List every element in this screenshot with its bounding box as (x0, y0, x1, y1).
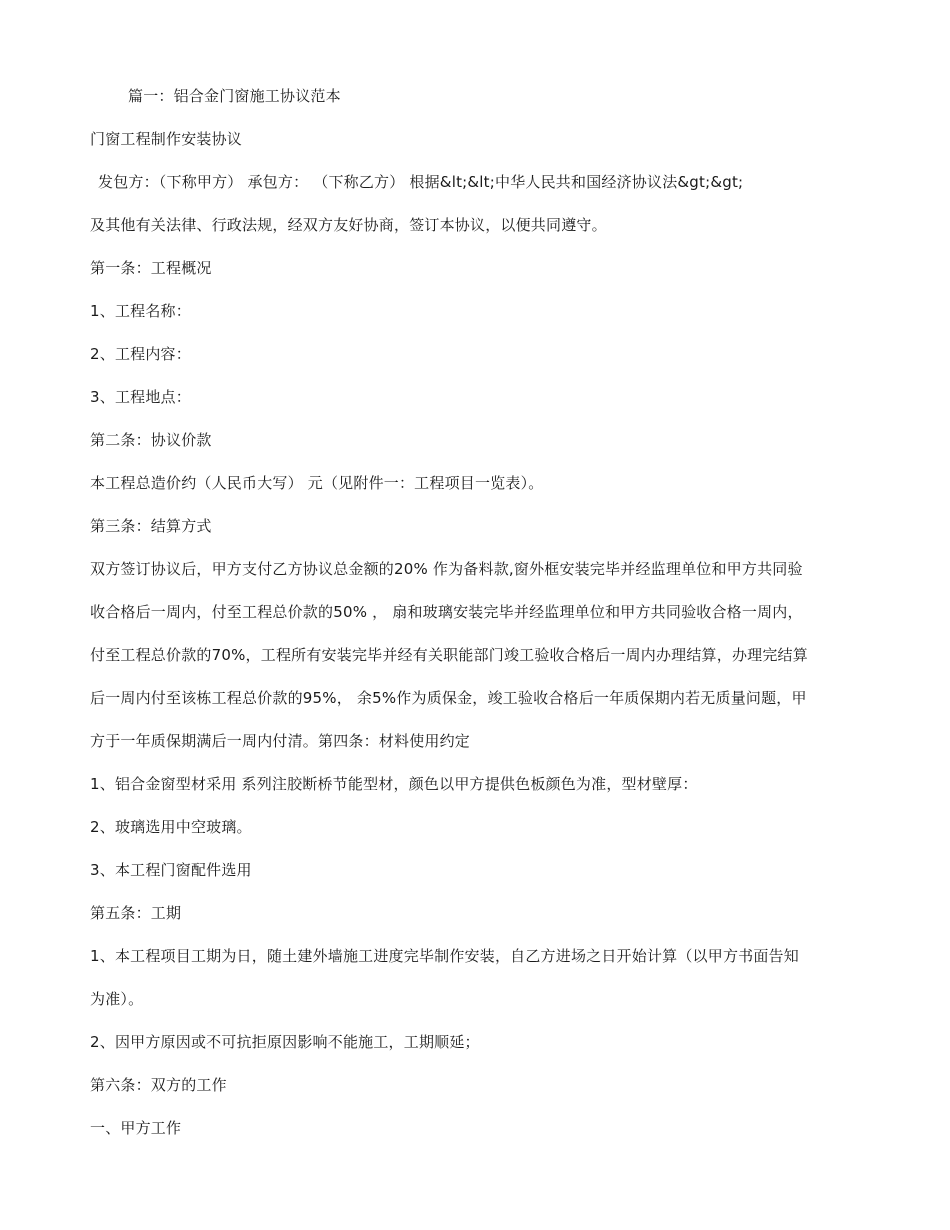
parties-line: 发包方：（下称甲方） 承包方： （下称乙方） 根据&lt;&lt;中华人民共和国经济协议法&gt;&gt; (98, 173, 744, 191)
section-heading-3: 第三条：结算方式 (90, 517, 212, 535)
schedule-item-line: 2、因甲方原因或不可抗拒原因影响不能施工，工期顺延； (90, 1033, 480, 1051)
project-location-line: 3、工程地点： (90, 388, 191, 406)
article-title: 篇一：铝合金门窗施工协议范本 (128, 87, 341, 105)
agreement-title: 门窗工程制作安装协议 (90, 130, 243, 148)
settlement-paragraph-line: 付至工程总价款的70%，工程所有安装完毕并经有关职能部门竣工验收合格后一周内办理结算，办理完结算 (90, 646, 808, 664)
settlement-paragraph-line: 收合格后一周内，付至工程总价款的50% ， 扇和玻璃安装完毕并经监理单位和甲方共同验收合格一周内， (90, 603, 803, 621)
section-heading-2: 第二条：协议价款 (90, 431, 212, 449)
project-content-line: 2、工程内容： (90, 345, 191, 363)
material-item-line: 2、玻璃选用中空玻璃。 (90, 818, 252, 836)
price-line: 本工程总造价约（人民币大写） 元（见附件一：工程项目一览表）。 (90, 474, 544, 492)
settlement-paragraph-line: 后一周内付至该栋工程总价款的95%， 余5%作为质保金，竣工验收合格后一年质保期内若无质量问题，甲 (90, 689, 807, 707)
material-item-line: 1、铝合金窗型材采用 系列注胶断桥节能型材，颜色以甲方提供色板颜色为准，型材壁厚： (90, 775, 698, 793)
preamble-line: 及其他有关法律、行政法规，经双方友好协商，签订本协议，以便共同遵守。 (90, 216, 607, 234)
schedule-item-line: 为准）。 (90, 990, 144, 1008)
subsection-heading: 一、甲方工作 (90, 1119, 182, 1137)
project-name-line: 1、工程名称： (90, 302, 191, 320)
settlement-paragraph-line: 方于一年质保期满后一周内付清。第四条：材料使用约定 (90, 732, 471, 750)
section-heading-5: 第五条：工期 (90, 904, 182, 922)
material-item-line: 3、本工程门窗配件选用 (90, 861, 252, 879)
section-heading-6: 第六条：双方的工作 (90, 1076, 227, 1094)
section-heading-1: 第一条：工程概况 (90, 259, 212, 277)
settlement-paragraph-line: 双方签订协议后，甲方支付乙方协议总金额的20% 作为备料款,窗外框安装完毕并经监理单位和甲方共同验 (90, 560, 803, 578)
schedule-item-line: 1、本工程项目工期为日，随土建外墙施工进度完毕制作安装，自乙方进场之日开始计算（以甲方书面告知 (90, 947, 799, 965)
